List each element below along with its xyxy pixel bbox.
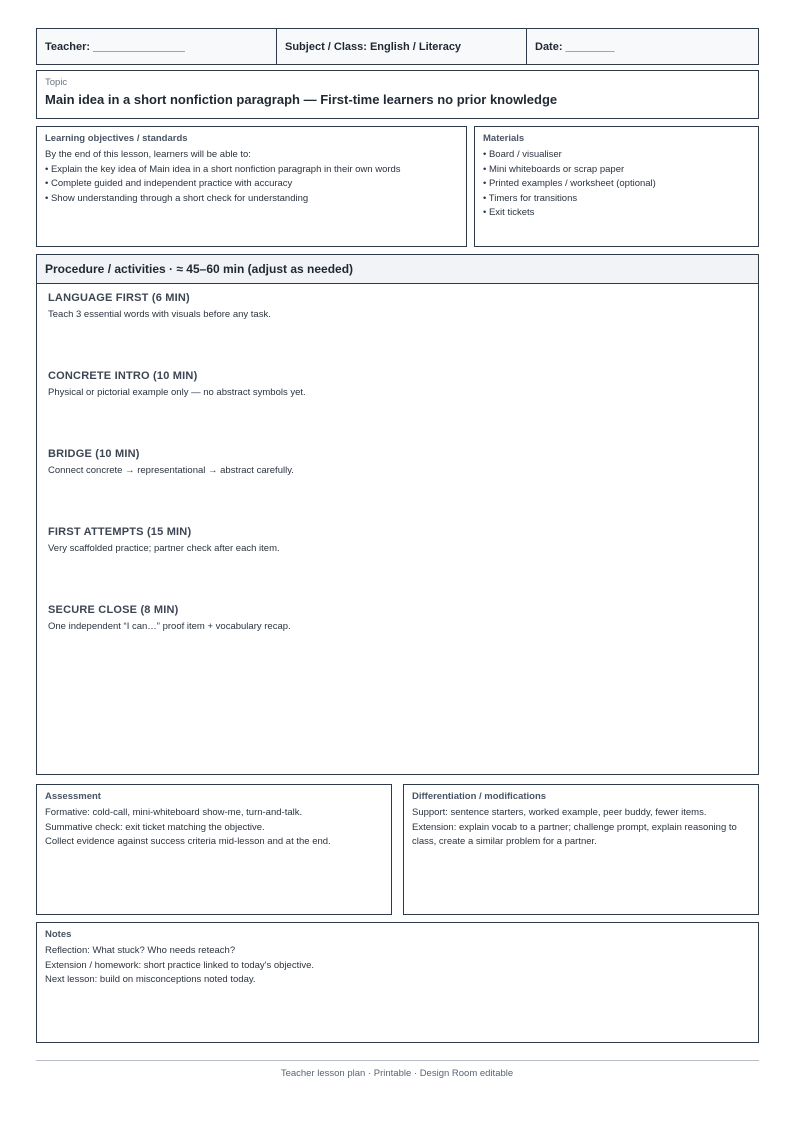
teacher-field[interactable]: Teacher: _______________	[37, 29, 277, 64]
learning-objectives-section	[36, 126, 467, 247]
step-description: Physical or pictorial example only — no abstract symbols yet.	[48, 387, 306, 398]
material-item: • Board / visualiser	[483, 149, 562, 160]
date-field[interactable]: Date: ________	[535, 40, 615, 53]
step-description: Connect concrete → representational → abstract carefully.	[48, 465, 294, 476]
differentiation-line: Extension: explain vocab to a partner; challenge prompt, explain reasoning to class, create a similar problem for a partner.	[412, 821, 737, 847]
procedure-section	[36, 254, 759, 775]
step-title: FIRST ATTEMPTS (15 MIN)	[48, 526, 192, 538]
topic-title[interactable]: Main idea in a short nonfiction paragraph — First-time learners no prior knowledge	[45, 92, 558, 107]
assessment-list	[45, 806, 383, 850]
step-title: BRIDGE (10 MIN)	[48, 448, 140, 460]
objective-line: • Show understanding through a short check for understanding	[45, 192, 309, 204]
materials-section	[474, 126, 759, 247]
objective-line: • Explain the key idea of Main idea in a short nonfiction paragraph in their own words	[45, 163, 401, 175]
subject-class-field[interactable]: Subject / Class: English / Literacy	[277, 29, 527, 64]
objective-line: • Complete guided and independent practice with accuracy	[45, 178, 293, 189]
differentiation-line: Support: sentence starters, worked example, peer buddy, fewer items.	[412, 807, 707, 818]
footer-text: Teacher lesson plan · Printable · Design Room editable	[280, 1068, 514, 1079]
material-item: • Exit tickets	[483, 207, 535, 218]
notes-section	[36, 922, 759, 1043]
differentiation-section	[403, 784, 759, 915]
step-description: Very scaffolded practice; partner check after each item.	[48, 543, 280, 554]
step-title: LANGUAGE FIRST (6 MIN)	[48, 292, 190, 304]
materials-label: Materials	[483, 133, 525, 144]
header-row	[36, 28, 759, 65]
notes-line: Reflection: What stuck? Who needs reteach?	[45, 945, 236, 956]
assessment-line: Formative: cold-call, mini-whiteboard show-me, turn-and-talk.	[45, 807, 303, 818]
notes-line: Next lesson: build on misconceptions noted today.	[45, 974, 256, 985]
step-description: Teach 3 essential words with visuals before any task.	[48, 309, 271, 320]
objectives-list	[45, 148, 458, 206]
topic-section	[36, 70, 759, 119]
notes-line: Extension / homework: short practice linked to today's objective.	[45, 959, 315, 971]
topic-label: Topic	[45, 77, 68, 88]
objectives-label: Learning objectives / standards	[45, 133, 188, 144]
procedure-step	[48, 292, 271, 320]
materials-list	[483, 148, 750, 221]
material-item: • Mini whiteboards or scrap paper	[483, 163, 625, 175]
assessment-section	[36, 784, 392, 915]
objective-line: By the end of this lesson, learners will be able to:	[45, 149, 251, 160]
assessment-line: Collect evidence against success criteria mid-lesson and at the end.	[45, 836, 331, 847]
notes-label: Notes	[45, 929, 72, 940]
footer-divider	[36, 1060, 759, 1061]
procedure-step	[48, 526, 280, 554]
material-item: • Timers for transitions	[483, 192, 578, 204]
procedure-heading: Procedure / activities · ≈ 45–60 min (adjust as needed)	[37, 255, 758, 284]
step-title: SECURE CLOSE (8 MIN)	[48, 604, 179, 616]
procedure-step	[48, 604, 291, 632]
procedure-step	[48, 448, 294, 476]
notes-list	[45, 944, 750, 988]
assessment-line: Summative check: exit ticket matching the objective.	[45, 821, 265, 833]
step-title: CONCRETE INTRO (10 MIN)	[48, 370, 198, 382]
differentiation-list	[412, 806, 750, 850]
step-description: One independent “I can…” proof item + vocabulary recap.	[48, 621, 291, 632]
procedure-step	[48, 370, 306, 398]
differentiation-label: Differentiation / modifications	[412, 791, 547, 802]
material-item: • Printed examples / worksheet (optional)	[483, 178, 656, 189]
assessment-label: Assessment	[45, 791, 101, 802]
